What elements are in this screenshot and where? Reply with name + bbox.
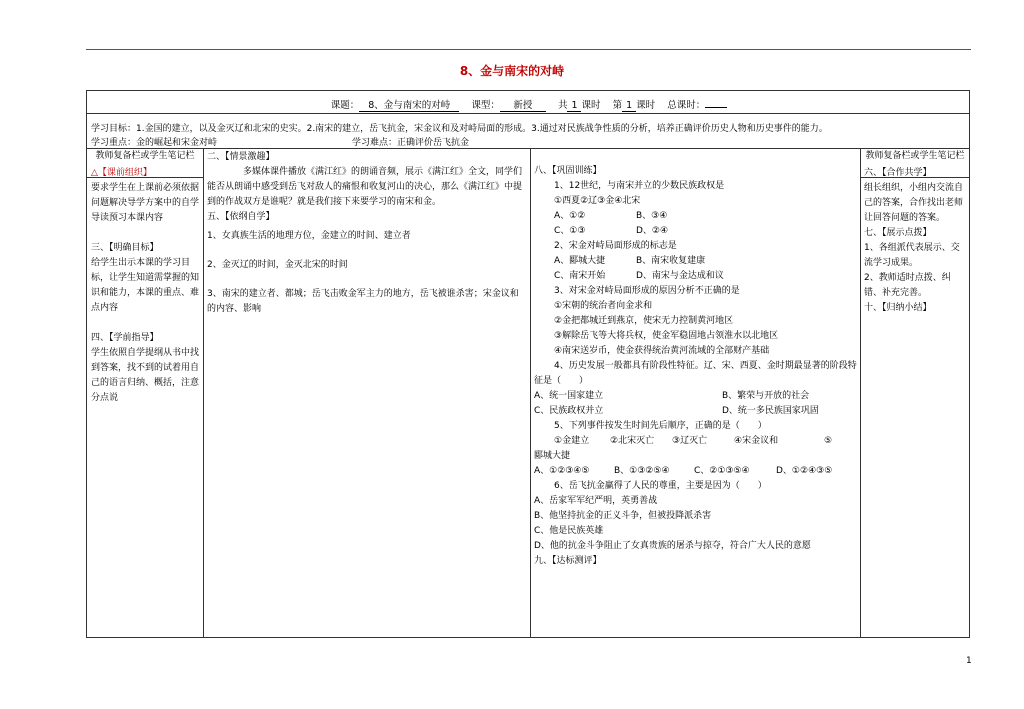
overall-value [705, 107, 727, 108]
divider [203, 148, 204, 638]
divider [87, 113, 969, 114]
option: A、①②③④⑤ [534, 466, 590, 476]
type-value: 新授 [500, 97, 546, 112]
section-text: 组长组织，小组内交流自己的答案，合作找出老师让回答问题的答案。 [864, 183, 964, 223]
option: C、②①③⑤④ [694, 466, 750, 476]
option-row [534, 209, 858, 224]
divider [87, 148, 969, 149]
learning-difficulty: 学习难点：正确评价岳飞抗金 [352, 138, 470, 148]
option: A、岳家军军纪严明，英勇善战 [534, 496, 658, 506]
question-item: ①宋朝的统治者向金求和 [554, 301, 653, 311]
question-item: ③解除岳飞等大将兵权，使金军稳固地占领淮水以北地区 [554, 331, 779, 341]
no-unit: 课时 [636, 100, 656, 111]
notes-header: 教师复备栏或学生笔记栏 [865, 151, 965, 161]
notes-header: 教师复备栏或学生笔记栏 [95, 151, 195, 161]
learning-focus: 学习重点：金的崛起和宋金对峙 [91, 138, 218, 148]
event-item-tail: 郾城大捷 [534, 451, 571, 461]
section-title: 八、【巩固训练】 [534, 166, 602, 176]
question: 6、岳飞抗金赢得了人民的尊重，主要是因为（ ） [554, 481, 767, 491]
total-label: 共 [557, 100, 568, 111]
no-value: 1 [622, 100, 636, 112]
event-item: ③辽灭亡 [672, 436, 708, 446]
option: D、南宋与金达成和议 [636, 271, 724, 281]
divider [530, 148, 531, 638]
learning-goals: 学习目标：1.金国的建立，以及金灭辽和北宋的史实。2.南宋的建立，岳飞抗金，宋金议和及对峙局面的形成。3.通过对民族战争性质的分析，培养正确评价历史人物和历史事件的能力。 [91, 124, 828, 134]
topic-value: 8、金与南宋的对峙 [359, 97, 459, 112]
section-title: 五、【依纲自学】 [207, 212, 275, 222]
question: 1、女真族生活的地理方位，金建立的时间、建立者 [207, 231, 411, 241]
lesson-info-row [87, 97, 971, 112]
event-item: ②北宋灭亡 [610, 436, 655, 446]
option: A、①② [554, 211, 586, 221]
option-row [534, 269, 858, 284]
section-text: 2、教师适时点拨、纠错、补充完善。 [864, 273, 951, 298]
divider [860, 148, 861, 638]
option: B、繁荣与开放的社会 [722, 391, 810, 401]
option-row [534, 464, 858, 479]
section-text: 学生依照自学提纲从书中找到答案，找不到的试着用自己的语言归纳、概括，注意分点说 [91, 348, 200, 403]
question: 5、下列事件按发生时间先后顺序，正确的是（ ） [554, 421, 767, 431]
total-value: 1 [567, 100, 581, 112]
option-row [534, 254, 858, 269]
option: C、他是民族英雄 [534, 526, 604, 536]
option: D、他的抗金斗争阻止了女真贵族的屠杀与掠夺，符合广大人民的意愿 [534, 541, 811, 551]
exercise-column [534, 164, 858, 569]
option: D、统一多民族国家巩固 [722, 406, 819, 416]
question-item: ④南宋送岁币，使金获得统治黄河流域的全部财产基础 [554, 346, 770, 356]
option: A、统一国家建立 [534, 391, 604, 401]
section-text: 多媒体课件播放《满江红》的朗诵音频，展示《满江红》全文，同学们能否从朗诵中感受到岳飞对敌人的痛恨和收复河山的决心，那么《满江红》中提到的作战双方是谁呢？就是我们接下来要学习的南宋和金。 [207, 167, 523, 207]
section-title: 十、【归纳小结】 [864, 303, 932, 313]
event-item: ①金建立 [554, 436, 590, 446]
option: C、南宋开始 [554, 271, 606, 281]
section-title: 四、【学前指导】 [91, 333, 159, 343]
question: 2、金灭辽的时间，金灭北宋的时间 [207, 260, 348, 270]
type-label: 课型： [471, 100, 500, 111]
notes-column-left [91, 150, 199, 406]
section-text: 给学生出示本课的学习目标，让学生知道需掌握的知识和能力，本课的重点、难点内容 [91, 258, 200, 313]
lesson-table [86, 90, 970, 638]
event-item: ④宋金议和 [734, 436, 779, 446]
option: D、②④ [636, 226, 669, 236]
section-title: 二、【情景激趣】 [207, 152, 275, 162]
question: 3、南宋的建立者、都城；岳飞击败金军主力的地方，岳飞被谁杀害；宋金议和的内容、影响 [207, 289, 519, 314]
section-title: △【课前组织】 [91, 168, 152, 178]
question-item: ②金把都城迁到燕京，使宋无力控制黄河地区 [554, 316, 734, 326]
section-text: 要求学生在上课前必须依据问题解决导学方案中的自学导读预习本课内容 [91, 183, 200, 223]
option: B、③④ [636, 211, 668, 221]
total-unit: 课时 [581, 100, 601, 111]
section-title: 九、【达标测评】 [534, 556, 602, 566]
option: A、郾城大捷 [554, 256, 606, 266]
overall-label: 总课时： [667, 100, 706, 111]
topic-label: 课题： [330, 100, 360, 111]
option: D、①②④③⑤ [776, 466, 833, 476]
option: B、①③②⑤④ [614, 466, 670, 476]
section-title: 三、【明确目标】 [91, 243, 159, 253]
question: 1、12世纪，与南宋并立的少数民族政权是 [554, 181, 725, 191]
section-text: 1、各组派代表展示、交流学习成果。 [864, 243, 960, 268]
section-title: 七、【展示点拨】 [864, 228, 932, 238]
question: 3、对宋金对峙局面形成的原因分析不正确的是 [554, 286, 740, 296]
option-row [534, 434, 858, 449]
notes-column-right [864, 150, 966, 316]
question-items: ①西夏②辽③金④北宋 [554, 196, 641, 206]
option-row [534, 389, 858, 404]
section-title: 六、【合作共学】 [864, 168, 932, 178]
option: B、他坚持抗金的正义斗争，但被投降派杀害 [534, 511, 712, 521]
event-item: ⑤ [824, 436, 833, 446]
main-column [207, 150, 525, 317]
question: 2、宋金对峙局面形成的标志是 [554, 241, 677, 251]
option: B、南宋收复建康 [636, 256, 706, 266]
option-row [534, 224, 858, 239]
option: C、民族政权并立 [534, 406, 604, 416]
header-rule [86, 49, 971, 50]
page-title: 8、金与南宋的对峙 [459, 64, 565, 78]
page-number: 1 [966, 656, 972, 666]
no-label: 第 [612, 100, 623, 111]
option: C、①③ [554, 226, 586, 236]
option-row [534, 404, 858, 419]
question: 4、历史发展一般都具有阶段性特征。辽、宋、西夏、金时期最显著的阶段特征是（ ） [534, 361, 857, 386]
